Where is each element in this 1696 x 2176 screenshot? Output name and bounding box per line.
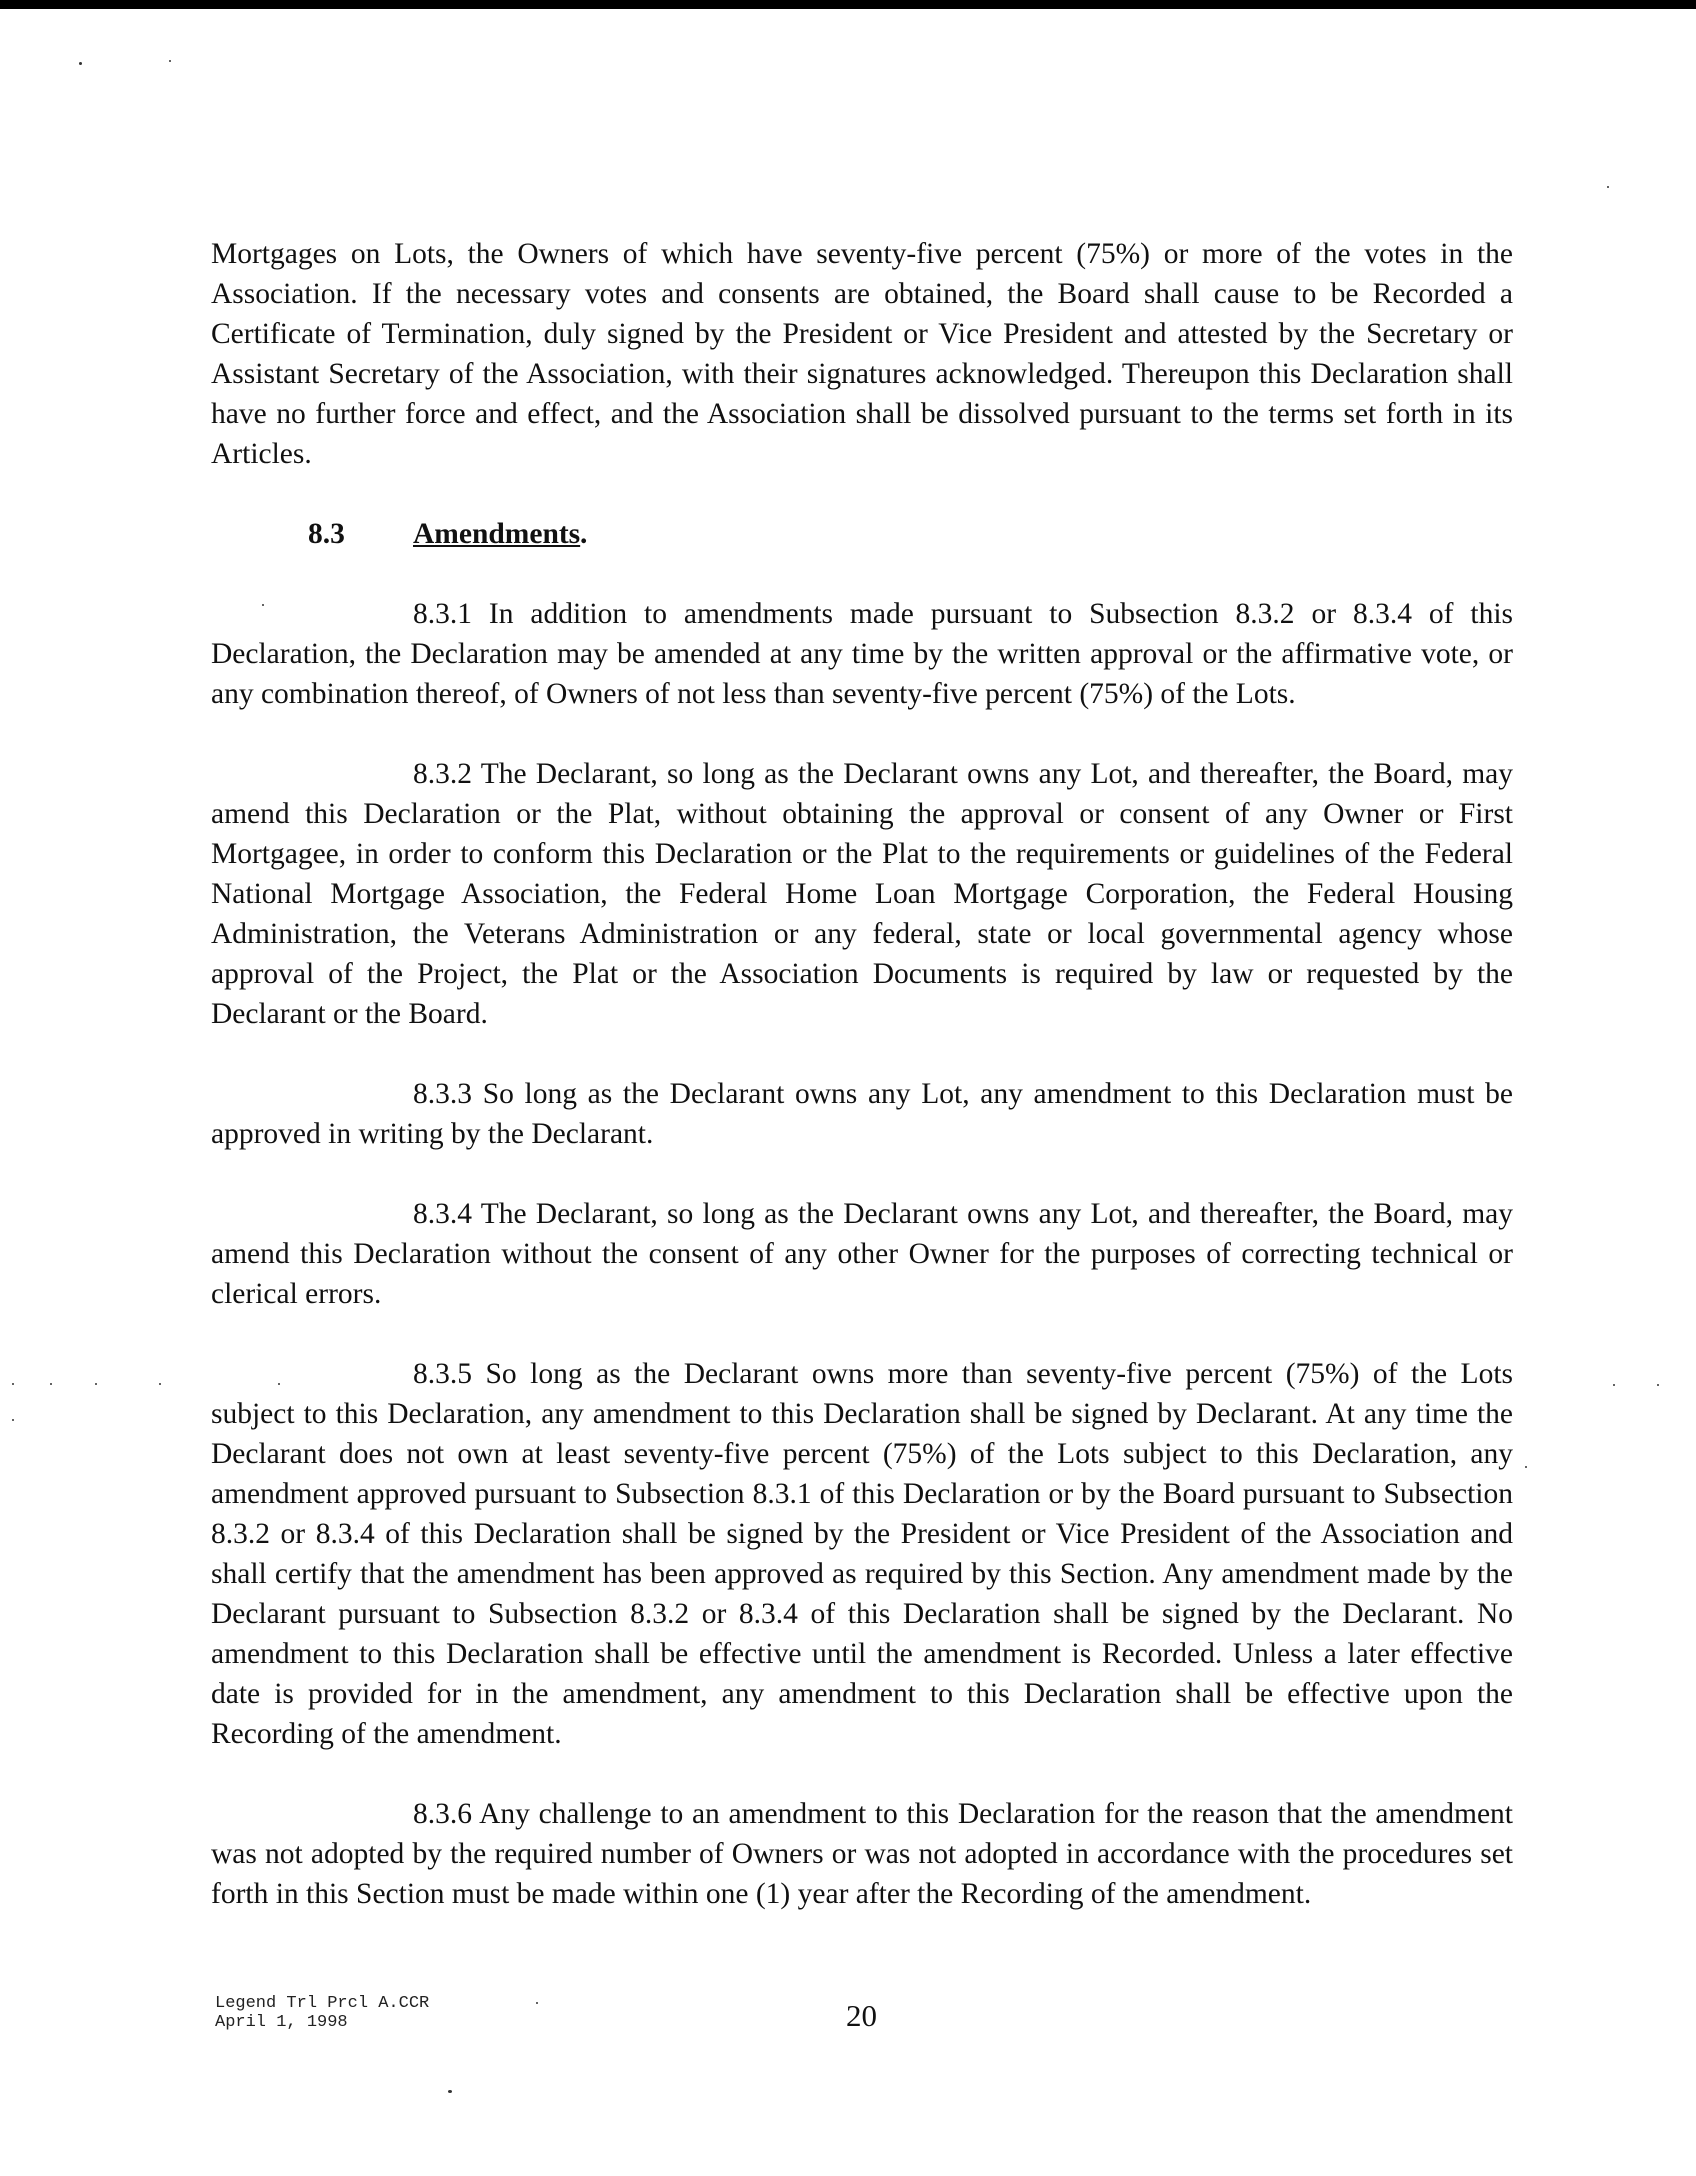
scan-speck [1657, 1384, 1659, 1386]
scan-speck [50, 1383, 52, 1385]
subsection-8-3-4: 8.3.4 The Declarant, so long as the Declarant owns any Lot, and thereafter, the Board, may amend this Declaration without the consent of any other Owner for the purposes of correcting technical or clerical errors. [211, 1198, 1513, 1310]
document-body [211, 234, 1513, 1914]
scan-speck [1525, 1466, 1527, 1468]
footer-doc-date: April 1, 1998 [215, 2013, 348, 2032]
section-number: 8.3 [308, 518, 345, 550]
scan-speck [12, 1383, 14, 1385]
scan-speck [536, 2002, 538, 2004]
section-heading [211, 514, 1513, 554]
subsection-8-3-3: 8.3.3 So long as the Declarant owns any Lot, any amendment to this Declaration must be approved in writing by the Declarant. [211, 1078, 1513, 1150]
subsection-8-3-6: 8.3.6 Any challenge to an amendment to this Declaration for the reason that the amendment was not adopted by the required number of Owners or was not adopted in accordance with the procedures set forth in this Section must be made within one (1) year after the Recording of the amendment. [211, 1798, 1513, 1910]
subsection-8-3-2: 8.3.2 The Declarant, so long as the Declarant owns any Lot, and thereafter, the Board, may amend this Declaration or the Plat, without obtaining the approval or consent of any Owner or First Mortgagee, in order to conform this Declaration or the Plat to the requirements or guidelines of the Federal National Mortgage Association, the Federal Home Loan Mortgage Corporation, the Federal Housing Administration, the Veterans Administration or any federal, state or local governmental agency whose approval of the Project, the Plat or the Association Documents is required by law or requested by the Declarant or the Board. [211, 758, 1513, 1030]
section-title-wrap [413, 514, 580, 554]
paragraph-termination-continued: Mortgages on Lots, the Owners of which have seventy-five percent (75%) or more of the votes in the Association. If the necessary votes and consents are obtained, the Board shall cause to be Recorded a Certificate of Termination, duly signed by the President or Vice President and attested by the Secretary or Assistant Secretary of the Association, with their signatures acknowledged. Thereupon this Declaration shall have no further force and effect, and the Association shall be dissolved pursuant to the terms set forth in its Articles. [211, 238, 1513, 470]
scan-speck [1607, 186, 1609, 188]
page-number: 20 [846, 1998, 877, 2033]
footer-document-info [215, 1994, 429, 2032]
subsection-8-3-1: 8.3.1 In addition to amendments made pursuant to Subsection 8.3.2 or 8.3.4 of this Declaration, the Declaration may be amended at any time by the written approval or the affirmative vote, or any combination thereof, of Owners of not less than seventy-five percent (75%) of the Lots. [211, 598, 1513, 710]
section-title: Amendments [413, 518, 581, 550]
scan-speck [169, 60, 171, 62]
scan-speck [79, 62, 82, 65]
scan-speck [1613, 1384, 1615, 1386]
scan-speck [12, 1419, 14, 1421]
scan-top-border [0, 0, 1696, 9]
section-title-period: . [580, 518, 588, 550]
scan-speck [159, 1383, 161, 1385]
footer-doc-name: Legend Trl Prcl A.CCR [215, 1994, 430, 2013]
scan-speck [448, 2090, 452, 2093]
scan-speck [95, 1383, 97, 1385]
subsection-8-3-5: 8.3.5 So long as the Declarant owns more than seventy-five percent (75%) of the Lots subject to this Declaration, any amendment to this Declaration shall be signed by Declarant. At any time the Declarant does not own at least seventy-five percent (75%) of the Lots subject to this Declaration, any amendment approved pursuant to Subsection 8.3.1 of this Declaration or by the Board pursuant to Subsection 8.3.2 or 8.3.4 of this Declaration shall be signed by the President or Vice President of the Association and shall certify that the amendment has been approved as required by this Section. Any amendment made by the Declarant pursuant to Subsection 8.3.2 or 8.3.4 of this Declaration shall be signed by the Declarant. No amendment to this Declaration shall be effective until the amendment is Recorded. Unless a later effective date is provided for in the amendment, any amendment to this Declaration shall be effective upon the Recording of the amendment. [211, 1358, 1513, 1750]
